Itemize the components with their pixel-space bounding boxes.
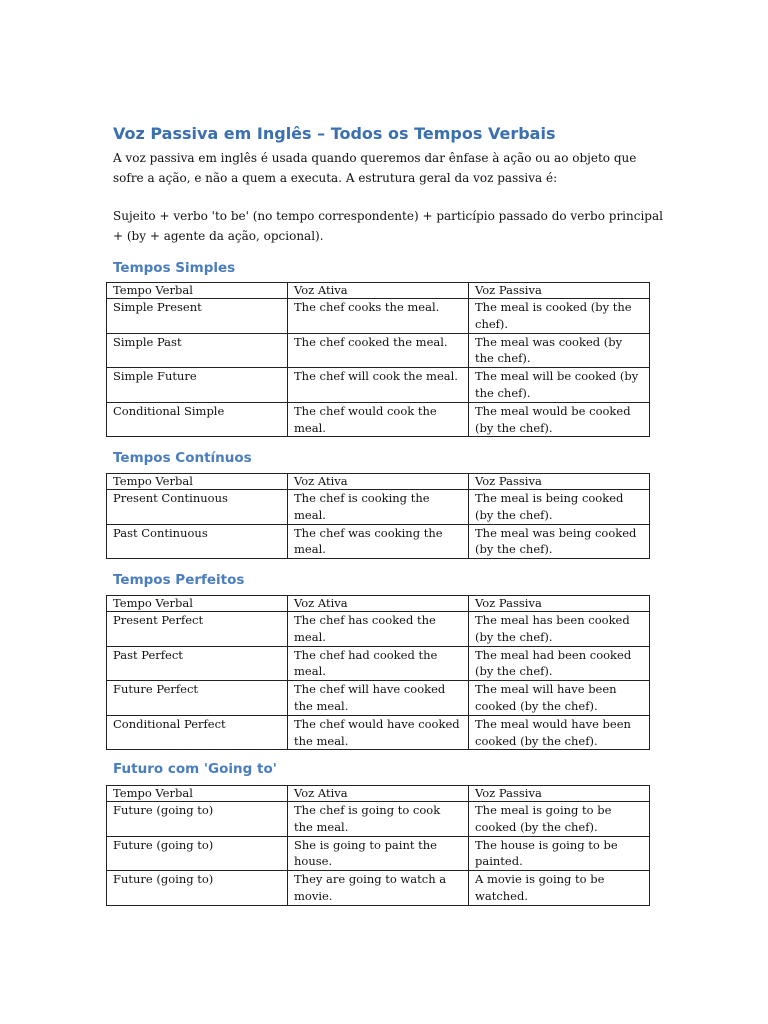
table-futuro-going-to bbox=[106, 785, 650, 906]
header-cell: Tempo Verbal bbox=[107, 283, 288, 299]
table-cell: The chef was cooking the meal. bbox=[288, 524, 469, 559]
table-tempos-continuos bbox=[106, 473, 650, 559]
table-cell: Simple Present bbox=[107, 299, 288, 334]
table-cell: The meal would have been cooked (by the chef). bbox=[469, 715, 650, 750]
table-cell: The chef has cooked the meal. bbox=[288, 612, 469, 647]
table-row bbox=[107, 715, 650, 750]
table-cell: A movie is going to be watched. bbox=[469, 871, 650, 906]
table-tempos-simples bbox=[106, 282, 650, 437]
table-tempos-perfeitos bbox=[106, 595, 650, 750]
table-header-row bbox=[107, 283, 650, 299]
header-cell: Voz Ativa bbox=[288, 786, 469, 802]
table-cell: The meal would be cooked (by the chef). bbox=[469, 402, 650, 437]
table-cell: The meal is going to be cooked (by the chef). bbox=[469, 802, 650, 837]
header-cell: Voz Ativa bbox=[288, 283, 469, 299]
header-cell: Tempo Verbal bbox=[107, 596, 288, 612]
header-cell: Voz Ativa bbox=[288, 596, 469, 612]
table-cell: The chef had cooked the meal. bbox=[288, 646, 469, 681]
table-cell: Past Perfect bbox=[107, 646, 288, 681]
table-row bbox=[107, 368, 650, 403]
structure-paragraph: Sujeito + verbo 'to be' (no tempo correspondente) + particípio passado do verbo principal + (by + agente da ação, opcional). bbox=[113, 209, 663, 243]
table-cell: Present Perfect bbox=[107, 612, 288, 647]
table-row bbox=[107, 333, 650, 368]
section-heading-futuro-going-to: Futuro com 'Going to' bbox=[113, 761, 277, 777]
header-cell: Tempo Verbal bbox=[107, 786, 288, 802]
table-cell: Present Continuous bbox=[107, 490, 288, 525]
table-cell: Future Perfect bbox=[107, 681, 288, 716]
table-header-row bbox=[107, 474, 650, 490]
table-cell: Past Continuous bbox=[107, 524, 288, 559]
section-heading-tempos-continuos: Tempos Contínuos bbox=[113, 450, 252, 466]
table-row bbox=[107, 681, 650, 716]
table-row bbox=[107, 871, 650, 906]
table-cell: The chef will have cooked the meal. bbox=[288, 681, 469, 716]
table-cell: The chef is cooking the meal. bbox=[288, 490, 469, 525]
section-heading-tempos-perfeitos: Tempos Perfeitos bbox=[113, 572, 245, 588]
table-row bbox=[107, 836, 650, 871]
table-cell: They are going to watch a movie. bbox=[288, 871, 469, 906]
table-cell: The meal will be cooked (by the chef). bbox=[469, 368, 650, 403]
table-cell: Conditional Perfect bbox=[107, 715, 288, 750]
table-row bbox=[107, 524, 650, 559]
header-cell: Tempo Verbal bbox=[107, 474, 288, 490]
table-cell: The house is going to be painted. bbox=[469, 836, 650, 871]
table-cell: She is going to paint the house. bbox=[288, 836, 469, 871]
table-header-row bbox=[107, 596, 650, 612]
table-cell: Simple Past bbox=[107, 333, 288, 368]
table-cell: The chef would have cooked the meal. bbox=[288, 715, 469, 750]
table-cell: The chef cooks the meal. bbox=[288, 299, 469, 334]
table-header-row bbox=[107, 786, 650, 802]
table-cell: The chef would cook the meal. bbox=[288, 402, 469, 437]
table-cell: The meal was cooked (by the chef). bbox=[469, 333, 650, 368]
table-row bbox=[107, 802, 650, 837]
table-cell: Future (going to) bbox=[107, 836, 288, 871]
header-cell: Voz Passiva bbox=[469, 596, 650, 612]
table-row bbox=[107, 646, 650, 681]
table-cell: The meal is cooked (by the chef). bbox=[469, 299, 650, 334]
intro-paragraph: A voz passiva em inglês é usada quando queremos dar ênfase à ação ou ao objeto que sofre a ação, e não a quem a executa. A estrutura geral da voz passiva é: bbox=[113, 151, 637, 185]
table-cell: The chef is going to cook the meal. bbox=[288, 802, 469, 837]
table-cell: The meal will have been cooked (by the chef). bbox=[469, 681, 650, 716]
table-cell: Future (going to) bbox=[107, 802, 288, 837]
table-cell: The meal was being cooked (by the chef). bbox=[469, 524, 650, 559]
table-row bbox=[107, 490, 650, 525]
section-heading-tempos-simples: Tempos Simples bbox=[113, 260, 236, 276]
table-cell: The meal had been cooked (by the chef). bbox=[469, 646, 650, 681]
table-row bbox=[107, 402, 650, 437]
table-row bbox=[107, 299, 650, 334]
header-cell: Voz Ativa bbox=[288, 474, 469, 490]
table-cell: The chef will cook the meal. bbox=[288, 368, 469, 403]
table-cell: The meal has been cooked (by the chef). bbox=[469, 612, 650, 647]
header-cell: Voz Passiva bbox=[469, 283, 650, 299]
table-cell: The chef cooked the meal. bbox=[288, 333, 469, 368]
page-title: Voz Passiva em Inglês – Todos os Tempos Verbais bbox=[113, 124, 556, 143]
table-cell: Conditional Simple bbox=[107, 402, 288, 437]
table-row bbox=[107, 612, 650, 647]
header-cell: Voz Passiva bbox=[469, 786, 650, 802]
table-cell: The meal is being cooked (by the chef). bbox=[469, 490, 650, 525]
header-cell: Voz Passiva bbox=[469, 474, 650, 490]
table-cell: Future (going to) bbox=[107, 871, 288, 906]
table-cell: Simple Future bbox=[107, 368, 288, 403]
